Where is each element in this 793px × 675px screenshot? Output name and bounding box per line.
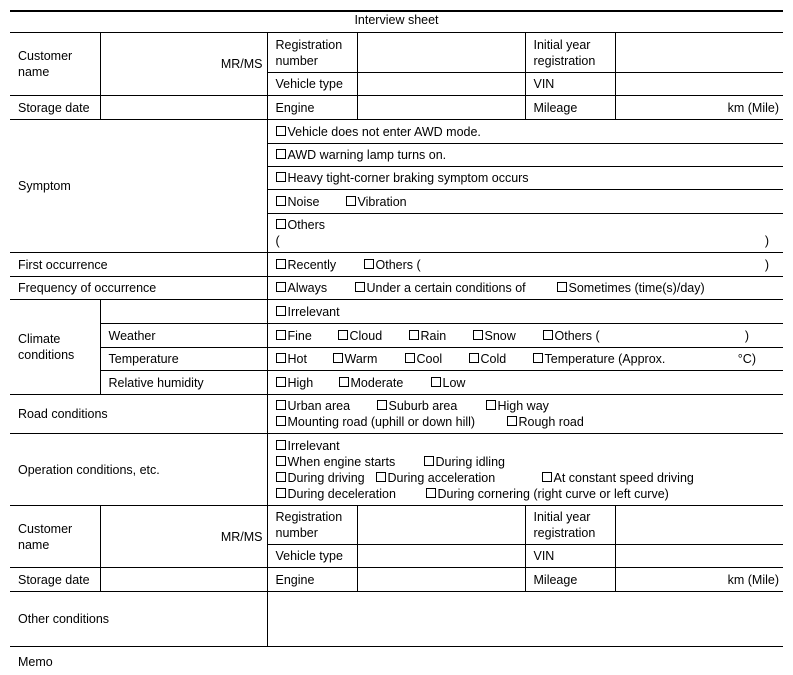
operation-acceleration-option[interactable] [376,470,542,486]
climate-irrelevant-option[interactable] [267,300,783,324]
checkbox-icon[interactable] [276,149,286,159]
checkbox-icon[interactable] [507,416,517,426]
checkbox-icon[interactable] [431,377,441,387]
option-label: High [287,375,314,390]
engine-label-2: Engine [267,568,357,592]
option-label: Others [287,218,326,232]
option-label: During deceleration [287,486,396,501]
operation-options [267,434,783,506]
vibration-option[interactable] [346,194,407,210]
checkbox-icon[interactable] [276,282,286,292]
customer-name-label-2: Customer name [10,506,100,568]
option-label: During driving [287,470,365,485]
option-label: Suburb area [388,399,458,413]
option-label: Urban area [287,399,351,413]
checkbox-icon[interactable] [557,282,567,292]
first-occurrence-label: First occurrence [10,253,267,277]
checkbox-icon[interactable] [339,377,349,387]
checkbox-icon[interactable] [276,259,286,269]
option-label: Hot [287,352,307,366]
checkbox-icon[interactable] [276,400,286,410]
operation-engine-starts-option[interactable] [276,454,424,470]
symptom-option-awd-mode[interactable] [267,120,783,144]
weather-cloud-option[interactable] [338,328,409,344]
symptom-others[interactable] [267,214,783,253]
road-urban-option[interactable] [276,398,377,414]
temperature-warm-option[interactable] [333,351,405,367]
checkbox-icon[interactable] [276,377,286,387]
vehicle-type-field[interactable] [357,73,525,96]
checkbox-icon[interactable] [469,353,479,363]
symptom-option-warning-lamp[interactable] [267,144,783,167]
memo-label: Memo [18,655,53,669]
temperature-cool-option[interactable] [405,351,469,367]
paren-open: ( [275,234,280,248]
symptom-label: Symptom [10,120,267,253]
other-conditions-field[interactable] [267,592,783,647]
paren-close: ) [744,328,749,343]
humidity-low-option[interactable] [431,375,466,391]
option-label: Others ( [554,328,600,343]
option-label: During cornering (right curve or left curve) [437,486,669,501]
option-label: Vehicle does not enter AWD mode. [287,124,481,139]
option-label: Fine [287,328,312,343]
checkbox-icon[interactable] [276,353,286,363]
engine-label: Engine [267,96,357,120]
recently-option[interactable] [276,257,364,273]
temperature-options [267,348,783,371]
option-label: Irrelevant [287,304,340,319]
mileage-unit: km (Mile) [727,572,779,587]
temperature-label: Temperature [100,348,267,371]
operation-irrelevant-option[interactable] [276,438,340,454]
weather-snow-option[interactable] [473,328,543,344]
storage-date-label: Storage date [10,96,100,120]
operation-conditions-label: Operation conditions, etc. [10,434,267,506]
option-label: Heavy tight-corner braking symptom occurs [287,171,529,185]
checkbox-icon[interactable] [276,472,286,482]
checkbox-icon[interactable] [276,456,286,466]
road-conditions-label: Road conditions [10,395,267,434]
weather-others-option[interactable] [543,328,600,344]
storage-date-field-2[interactable] [100,568,267,592]
option-label: Cool [416,352,443,366]
weather-label: Weather [100,324,267,348]
option-label: Mounting road (uphill or down hill) [287,415,476,429]
option-label: Under a certain conditions of [366,281,526,295]
humidity-options [267,371,783,395]
vehicle-type-label-2: Vehicle type [267,545,357,568]
vin-label: VIN [525,73,615,96]
vehicle-type-field-2[interactable] [357,545,525,568]
others-option[interactable] [364,257,421,273]
checkbox-icon[interactable] [426,488,436,498]
temperature-approx-option[interactable] [533,351,666,367]
customer-name-field-2[interactable] [100,506,267,568]
option-label: Temperature (Approx. [544,352,666,366]
operation-cornering-option[interactable] [426,486,669,502]
climate-label: Climate conditions [10,300,100,395]
option-label: Cloud [349,328,383,343]
climate-blank [100,300,267,324]
option-label: At constant speed driving [553,470,694,485]
option-label: Snow [484,328,516,343]
checkbox-icon[interactable] [364,259,374,269]
certain-conditions-option[interactable] [355,280,557,296]
option-label: Warm [344,352,378,366]
option-label: Noise [287,194,320,209]
option-label: When engine starts [287,454,396,469]
registration-number-field[interactable] [357,33,525,73]
option-label: AWD warning lamp turns on. [287,148,447,162]
page-title: Interview sheet [354,13,439,27]
vin-label-2: VIN [525,545,615,568]
option-label: Vibration [357,194,407,209]
checkbox-icon[interactable] [355,282,365,292]
road-options [267,395,783,434]
option-label: High way [497,399,549,413]
option-label: Cold [480,352,507,366]
checkbox-icon[interactable] [276,440,286,450]
first-occurrence-options [267,253,783,277]
temperature-cold-option[interactable] [469,351,533,367]
operation-constant-speed-option[interactable] [542,470,694,486]
initial-year-label-2: Initial year registration [525,506,615,545]
humidity-moderate-option[interactable] [339,375,431,391]
storage-date-field[interactable] [100,96,267,120]
weather-options [267,324,783,348]
registration-number-label: Registration number [267,33,357,73]
vin-field[interactable] [615,73,783,96]
option-label: Rain [420,328,447,343]
frequency-options [267,277,783,300]
temperature-hot-option[interactable] [276,351,333,367]
checkbox-icon[interactable] [377,400,387,410]
humidity-high-option[interactable] [276,375,339,391]
registration-number-field-2[interactable] [357,506,525,545]
checkbox-icon[interactable] [533,353,543,363]
engine-field-2[interactable] [357,568,525,592]
option-label: Sometimes (time(s)/day) [568,281,705,295]
option-label: Moderate [350,375,404,390]
sometimes-option[interactable] [557,280,705,296]
checkbox-icon[interactable] [338,330,348,340]
mr-ms-label: MR/MS [220,529,263,544]
registration-number-label-2: Registration number [267,506,357,545]
checkbox-icon[interactable] [276,196,286,206]
operation-driving-option[interactable] [276,470,376,486]
paren-close: ) [764,257,769,272]
checkbox-icon[interactable] [346,196,356,206]
checkbox-icon[interactable] [276,330,286,340]
checkbox-icon[interactable] [486,400,496,410]
storage-date-label-2: Storage date [10,568,100,592]
checkbox-icon[interactable] [276,172,286,182]
weather-fine-option[interactable] [276,328,338,344]
option-label: Others ( [375,257,421,272]
vehicle-type-label: Vehicle type [267,73,357,96]
mileage-label-2: Mileage [525,568,615,592]
checkbox-icon[interactable] [276,219,286,229]
engine-field[interactable] [357,96,525,120]
always-option[interactable] [276,280,355,296]
option-label: During acceleration [387,470,496,485]
checkbox-icon[interactable] [424,456,434,466]
customer-name-field[interactable] [100,33,267,96]
humidity-label: Relative humidity [100,371,267,395]
option-label: Always [287,281,328,295]
initial-year-field[interactable] [615,33,783,73]
option-label: Recently [287,257,337,272]
operation-deceleration-option[interactable] [276,486,426,502]
paren-close: ) [764,234,769,248]
temperature-unit: °C) [737,352,756,366]
checkbox-icon[interactable] [473,330,483,340]
checkbox-icon[interactable] [409,330,419,340]
other-conditions-label: Other conditions [10,592,267,647]
mileage-label: Mileage [525,96,615,120]
operation-idling-option[interactable] [424,454,505,470]
checkbox-icon[interactable] [405,353,415,363]
customer-name-label: Customer name [10,33,100,96]
checkbox-icon[interactable] [276,488,286,498]
initial-year-label: Initial year registration [525,33,615,73]
option-label: Rough road [518,415,584,429]
weather-rain-option[interactable] [409,328,473,344]
interview-table [10,32,783,647]
frequency-label: Frequency of occurrence [10,277,267,300]
road-mounting-option[interactable] [276,414,507,430]
checkbox-icon[interactable] [542,472,552,482]
mileage-field-2[interactable] [615,568,783,592]
road-suburb-option[interactable] [377,398,486,414]
initial-year-field-2[interactable] [615,506,783,545]
symptom-noise-vibration [267,190,783,214]
checkbox-icon[interactable] [276,306,286,316]
mileage-field[interactable] [615,96,783,120]
symptom-option-braking[interactable] [267,167,783,190]
road-rough-option[interactable] [507,414,584,430]
mileage-unit: km (Mile) [727,100,779,115]
option-label: Low [442,375,466,390]
road-highway-option[interactable] [486,398,549,414]
checkbox-icon[interactable] [376,472,386,482]
option-label: During idling [435,454,505,469]
checkbox-icon[interactable] [276,416,286,426]
checkbox-icon[interactable] [543,330,553,340]
option-label: Irrelevant [287,438,340,453]
vin-field-2[interactable] [615,545,783,568]
noise-option[interactable] [276,194,346,210]
checkbox-icon[interactable] [276,126,286,136]
mr-ms-label: MR/MS [220,57,263,71]
checkbox-icon[interactable] [333,353,343,363]
